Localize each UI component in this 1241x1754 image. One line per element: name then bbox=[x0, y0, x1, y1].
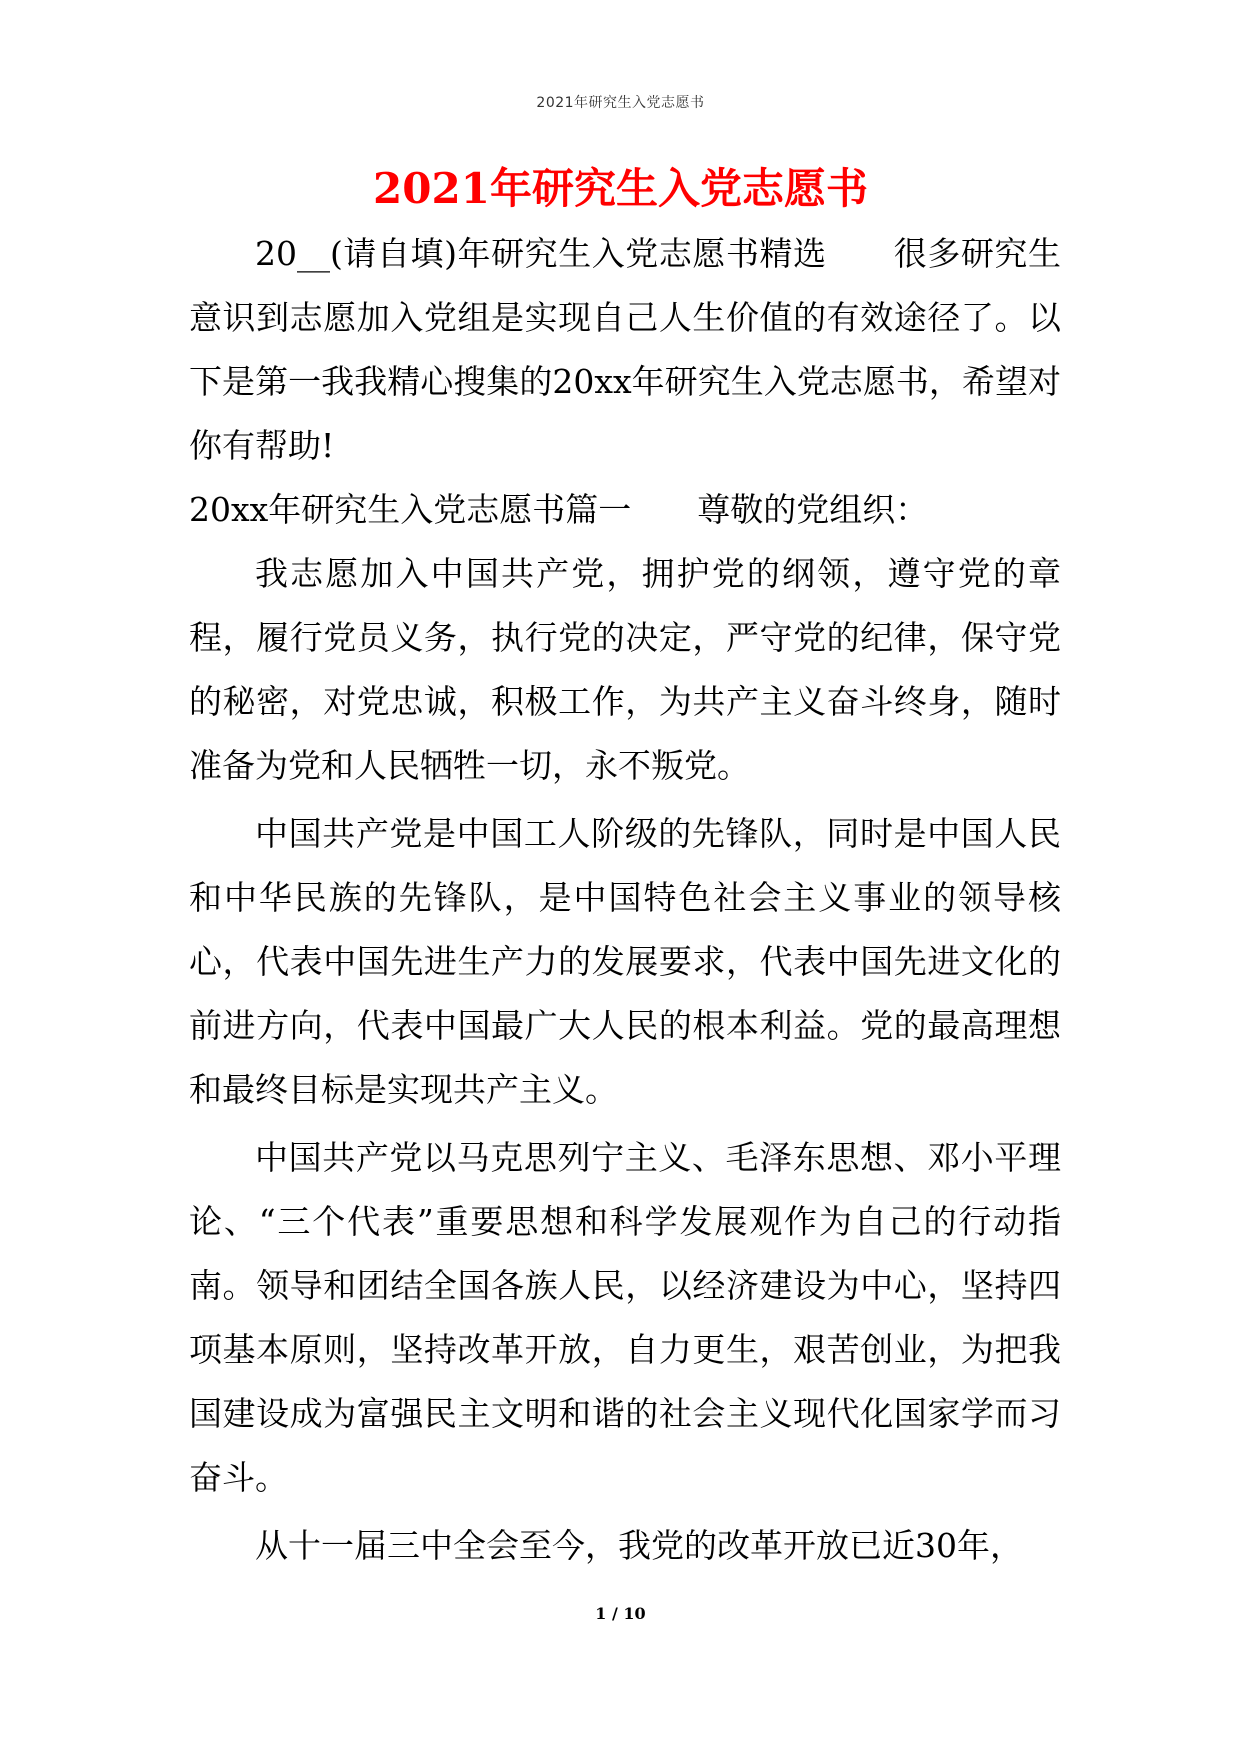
intro-paragraph: 20__(请自填)年研究生入党志愿书精选 很多研究生意识到志愿加入党组是实现自己人生价值的有效途径了。以下是第一我我精心搜集的20xx年研究生入党志愿书，希望对你有帮助! bbox=[189, 234, 1061, 465]
document-body bbox=[189, 222, 1061, 1578]
page-number: 1 / 10 bbox=[595, 1604, 646, 1623]
page-header: 2021年研究生入党志愿书 bbox=[536, 95, 705, 111]
body-paragraph-3: 中国共产党以马克思列宁主义、毛泽东思想、邓小平理论、“三个代表”重要思想和科学发展观作为自己的行动指南。领导和团结全国各族人民，以经济建设为中心，坚持四项基本原则，坚持改革开放，自力更生，艰苦创业，为把我国建设成为富强民主文明和谐的社会主义现代化国家学而习奋斗。 bbox=[189, 1138, 1061, 1497]
document-title: 2021年研究生入党志愿书 bbox=[373, 164, 868, 213]
body-paragraph-4: 从十一届三中全会至今，我党的改革开放已近30年， bbox=[255, 1526, 1023, 1565]
body-paragraph-2: 中国共产党是中国工人阶级的先锋队，同时是中国人民和中华民族的先锋队，是中国特色社会主义事业的领导核心，代表中国先进生产力的发展要求，代表中国先进文化的前进方向，代表中国最广大人民的根本利益。党的最高理想和最终目标是实现共产主义。 bbox=[189, 814, 1061, 1109]
section-heading-paragraph: 20xx年研究生入党志愿书篇一 尊敬的党组织： bbox=[189, 490, 929, 529]
body-paragraph-1: 我志愿加入中国共产党，拥护党的纲领，遵守党的章程，履行党员义务，执行党的决定，严守党的纪律，保守党的秘密，对党忠诚，积极工作，为共产主义奋斗终身，随时准备为党和人民牺牲一切，永不叛党。 bbox=[189, 554, 1061, 785]
